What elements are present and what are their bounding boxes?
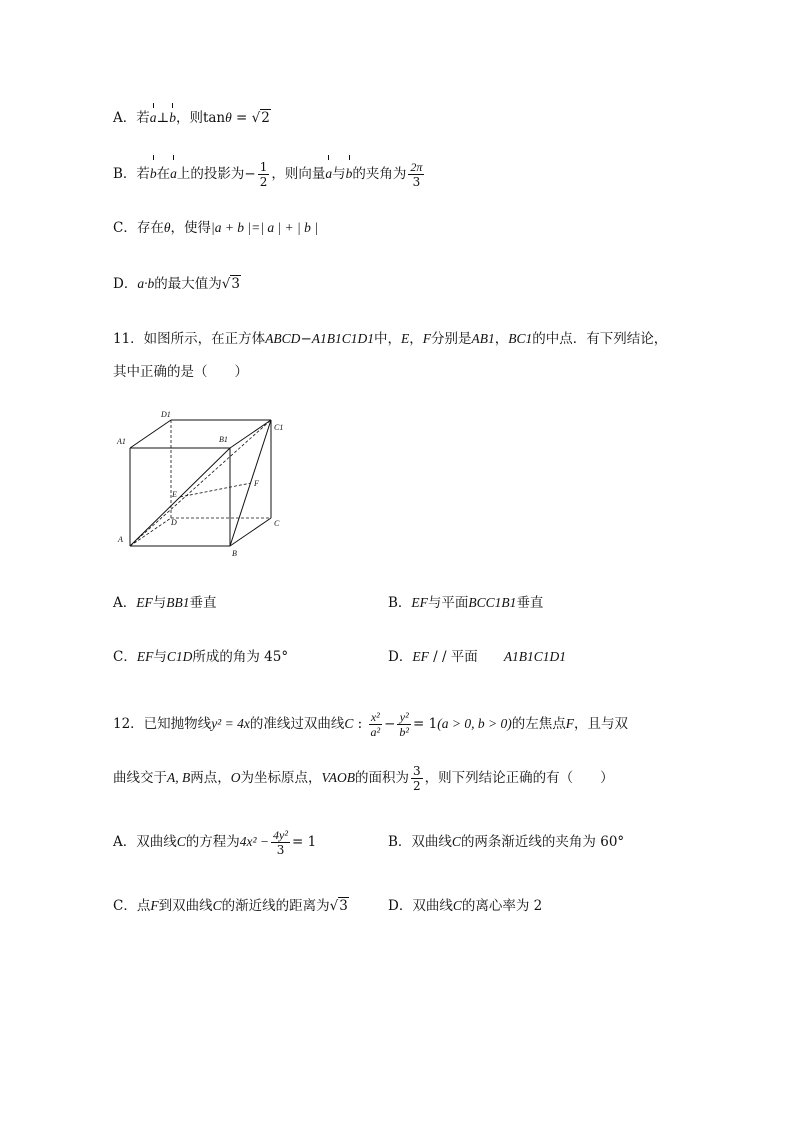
option-prefix: A． [113,595,137,611]
q12-option-a [113,826,316,858]
stem-text: 12．已知抛物线 [113,716,212,732]
sqrt-expression: √3 [221,276,240,292]
cube-figure [113,408,293,558]
hyperbola-c: C [451,834,461,849]
comma: ， [494,331,509,347]
option-text: 垂直 [516,595,544,611]
sqrt-expression: √2 [251,110,270,126]
vector-a: a [170,160,177,188]
q12-stem-line2 [113,762,614,794]
sqrt-expression: √3 [329,898,348,914]
stem-text: 曲线交于 [113,770,167,786]
equals-sign: = [231,110,252,126]
option-text: 的两条渐近线的夹角为 60° [460,834,625,850]
fraction-three-halves [411,764,423,793]
q11-option-c [113,647,288,667]
option-text: 上的投影为 [176,166,245,182]
stem-text: ，则下列结论正确的有（ ） [424,770,614,786]
vector-b: b [169,108,176,128]
radicand: 3 [339,898,348,914]
segment-ef: EF [136,595,153,610]
q12-option-c [113,896,349,916]
q12-stem-line1 [113,708,628,740]
dot-product-expression: a·b [137,276,155,291]
q12-option-b [388,832,624,852]
label-c1: C1 [274,423,284,432]
stem-text: 两点， [190,770,231,786]
theta-symbol: θ [225,110,232,125]
segment-c1d: C1D [166,649,193,664]
option-text: 在 [156,166,171,182]
plane-bcc1b1: BCC1B1 [468,595,517,610]
edge-a1-d1 [130,420,171,448]
vector-norm-expression: |a + b |=| a | + | b | [210,220,318,235]
vector-b: b [346,160,353,188]
option-text: 的渐近线的距离为 [221,898,330,914]
label-b: B [232,549,237,558]
option-text: 的夹角为 [352,166,407,182]
hyperbola-c: C [176,834,186,849]
numerator: 1 [259,160,268,174]
numerator: 3 [413,764,421,778]
vector-b: b [150,160,157,188]
option-prefix: D． [113,276,138,292]
option-text: 所成的角为 45° [192,649,289,665]
option-prefix: B． [388,595,412,611]
option-prefix: A．若 [113,110,150,126]
cube-base: ABCD [265,331,301,346]
segment-bb1: BB1 [166,595,190,610]
stem-text: 11．如图所示，在正方体 [113,331,266,347]
vector-a: a [325,160,332,188]
label-e: E [172,490,177,499]
colon: : [353,716,367,732]
denominator: 3 [276,843,285,857]
plane-a1b1c1d1: A1B1C1D1 [503,649,567,664]
segment-ef: EF [412,649,429,664]
option-prefix: B．若 [113,166,150,182]
q10-option-c [113,218,318,238]
q11-option-b [388,593,543,613]
denominator: a² [370,725,381,739]
numerator: 2π [410,160,423,174]
point-f: F [422,331,431,346]
label-a: A [118,535,123,544]
hyperbola-c: C [344,716,354,731]
q11-stem-line2 [113,362,248,382]
tan-function: tan [202,110,226,126]
label-c: C [274,519,280,528]
denominator: b² [399,725,410,739]
point-f: F [565,716,574,731]
equation-part: = 1 [291,834,317,850]
dash: − [300,331,312,347]
stem-text: 中， [374,331,401,347]
q10-option-d [113,274,241,294]
cube-top: A1B1C1D1 [311,331,374,346]
hidden-edge-a-d [130,518,171,546]
edge-b1-c1 [230,420,271,448]
option-text: ，使得 [170,220,211,236]
q10-option-b [113,160,426,189]
stem-text: 为坐标原点， [240,770,322,786]
label-d1: D1 [161,410,171,419]
equation-part: 4x² − [239,834,270,849]
option-text: ，则向量 [271,166,326,182]
label-b1: B1 [219,435,228,444]
hyperbola-c: C [212,898,222,913]
option-text: 与 [152,595,167,611]
stem-text: 其中正确的是（ ） [113,364,248,380]
fraction-x2-over-a2 [369,710,383,739]
option-text: 的最大值为 [154,276,222,292]
option-text: 与平面 [427,595,469,611]
perp-symbol: ⊥ [156,110,170,126]
q11-stem-line1 [113,329,667,349]
fraction-one-half [258,160,270,189]
option-text: 的离心率为 2 [461,898,543,914]
segment-ef: EF [411,595,428,610]
numerator: 4y² [273,828,288,842]
q11-option-d [388,647,566,667]
minus-sign: − [244,166,256,182]
equals-one: = 1 [413,716,438,732]
triangle-aob: VAOB [321,770,355,785]
option-text: 与 [332,166,346,182]
option-text: 垂直 [189,595,217,611]
stem-text: ，且与双 [573,716,628,732]
comma: ， [409,331,423,347]
stem-text: 的左焦点 [511,716,566,732]
point-o: O [230,770,241,785]
stem-text: 的准线过双曲线 [249,716,345,732]
segment-ab1: AB1 [471,331,495,346]
fraction-4y2-over-3 [271,828,290,857]
radicand: 3 [231,276,240,292]
q11-option-a [113,593,217,613]
point-f: F [150,898,159,913]
numerator: y² [397,710,411,725]
label-a1: A1 [117,437,126,446]
option-prefix: C．存在 [113,220,164,236]
fraction-y2-over-b2 [397,710,411,739]
option-prefix: A．双曲线 [113,834,177,850]
stem-text: 分别是 [431,331,472,347]
q12-option-d [388,896,542,916]
parabola-equation: y² = 4x [211,716,250,731]
label-f: F [254,479,259,488]
vector-a: a [150,108,157,128]
option-text: / / 平面 [428,649,478,665]
option-text: 到双曲线 [158,898,213,914]
edge-b-c [230,518,271,546]
condition: (a > 0, b > 0) [437,716,512,731]
option-text: ，则 [175,110,203,126]
denominator: 2 [413,779,421,793]
denominator: 3 [412,175,421,189]
option-prefix: C．点 [113,898,151,914]
label-d: D [171,518,177,527]
hyperbola-c: C [452,898,462,913]
option-prefix: D．双曲线 [388,898,453,914]
segment-ef: EF [136,649,154,664]
option-prefix: D． [388,649,413,665]
stem-text: 的面积为 [355,770,409,786]
radicand: 2 [261,110,270,126]
fraction-two-pi-over-three [408,160,424,189]
minus-sign: − [384,716,396,732]
segment-bc1: BC1 [508,331,533,346]
q10-option-a [113,108,271,128]
theta-symbol: θ [163,220,171,235]
option-prefix: B．双曲线 [388,834,452,850]
stem-text: 的中点．有下列结论， [532,331,668,347]
denominator: 2 [259,175,268,189]
numerator: x² [369,710,383,725]
option-prefix: C． [113,649,137,665]
option-text: 的方程为 [185,834,240,850]
segment-ef [180,483,251,497]
points-a-b: A, B [167,770,191,785]
point-e: E [401,331,410,346]
option-text: 与 [153,649,167,665]
